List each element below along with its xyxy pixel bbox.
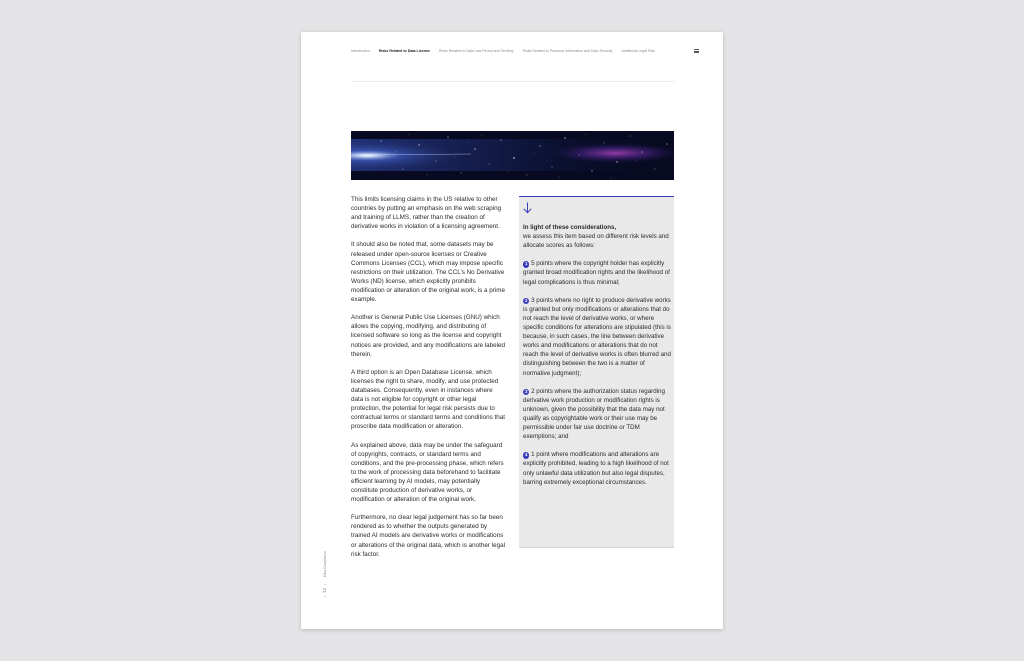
paragraph: Another is General Public Use Licenses (GNU) which allows the copying, modifying, and distributing of licensed software so long as the license and copyright notices are provided, and any modifications are labeled therein. [351,314,506,358]
next-page-icon[interactable]: › [322,595,328,598]
body-text-column [351,195,506,568]
document-page [301,32,723,629]
hamburger-menu-icon[interactable] [694,49,699,53]
score-item-text: 2 points where the authorization status regarding derivative work production or modification rights is unknown, given the possibility that the data may not qualify as copyrightable work or their use may be permissible under fair use doctrine or TDM exemptions; and [523,387,665,441]
nav-item-data-license[interactable]: Risks Related to Data License [378,49,430,53]
number-badge-icon: 2 [524,297,528,303]
score-item [523,450,673,486]
score-item [523,259,673,286]
page-navigation [320,582,330,602]
nav-item-personal-information-security[interactable]: Risks Related to Personal Information and Data Security [522,49,613,53]
number-badge-icon: 4 [524,452,528,458]
hero-galaxy-image [351,131,674,180]
score-item-text: 3 points where no right to produce derivative works is granted but only modifications or alterations that do not reach the level of derivative works, or where specific conditions for alterations are stipulated (this is because, in such cases, the line between derivative works and modifications or alterations that do not reach the level of derivative works is often blurred and distinguishing between the two is a matter of normative judgment); [523,296,671,377]
top-navigation [351,47,699,55]
page-side-indicator [320,544,330,602]
scoring-criteria-box [519,196,674,548]
number-badge-icon: 3 [524,388,528,394]
box-heading: In light of these considerations, [523,224,617,231]
header-divider [351,81,674,82]
scoring-criteria-text [523,223,673,496]
score-item-text: 1 point where modifications and alterations are explicitly prohibited, leading to a high likelihood of not only unlawful data utilization but also legal disputes, barring extremely exceptional circumstances. [523,451,669,486]
section-label: Data Compliance [323,551,327,578]
page-number: 12 [322,587,328,594]
paragraph: Furthermore, no clear legal judgement has so far been rendered as to whether the outputs generated by trained AI models are derivative works or modifications or alterations of the original data, which is another legal risk factor. [351,514,506,558]
number-badge-icon: 1 [524,261,528,267]
paragraph: A third option is an Open Database License, which licenses the right to share, modify, and use protected databases. Consequently, even in instances where data is not eligible for copyright or other legal protection, the potential for legal risk persists due to contractual terms or standard terms and conditions that proscribe data modification or alteration. [351,368,506,431]
score-item [523,296,673,378]
nav-item-data-law-period-territory[interactable]: Risks Related to Data Law Period and Territory [438,49,514,53]
paragraph: As explained above, data may be under the safeguard of copyrights, contracts, or standard terms and conditions, and the pre-processing phase, which refers to the work of processing data beforehand to facilitate efficient learning by AI models, may potentially constitute production of derivative works, or modification or alteration of the original work. [351,441,504,504]
nav-item-additional-legal-risk[interactable]: Additional Legal Risk [621,49,656,53]
arrow-down-icon [523,202,532,214]
box-intro: we assess this item based on different risk levels and allocate scores as follows: [523,233,669,250]
paragraph: It should also be noted that, some datasets may be released under open-source licenses or Creative Commons Licenses (CCL), which may impose specific restrictions on their utilization. The CCL’s No Derivative Works (ND) license, which explicitly prohibits modification or alteration of the original work, is a prime example. [351,241,505,304]
score-item [523,387,673,442]
score-item-text: 5 points where the copyright holder has explicitly granted broad modification rights and the likelihood of legal complications is thus minimal; [523,260,670,286]
paragraph: This limits licensing claims in the US relative to other countries by putting an emphasis on the web scraping and training of LLMS, rather than the creation of derivative works in violation of a licensing agreement. [351,196,502,231]
nav-item-introduction[interactable]: Introduction [351,49,370,53]
previous-page-icon[interactable]: ‹ [322,583,328,586]
